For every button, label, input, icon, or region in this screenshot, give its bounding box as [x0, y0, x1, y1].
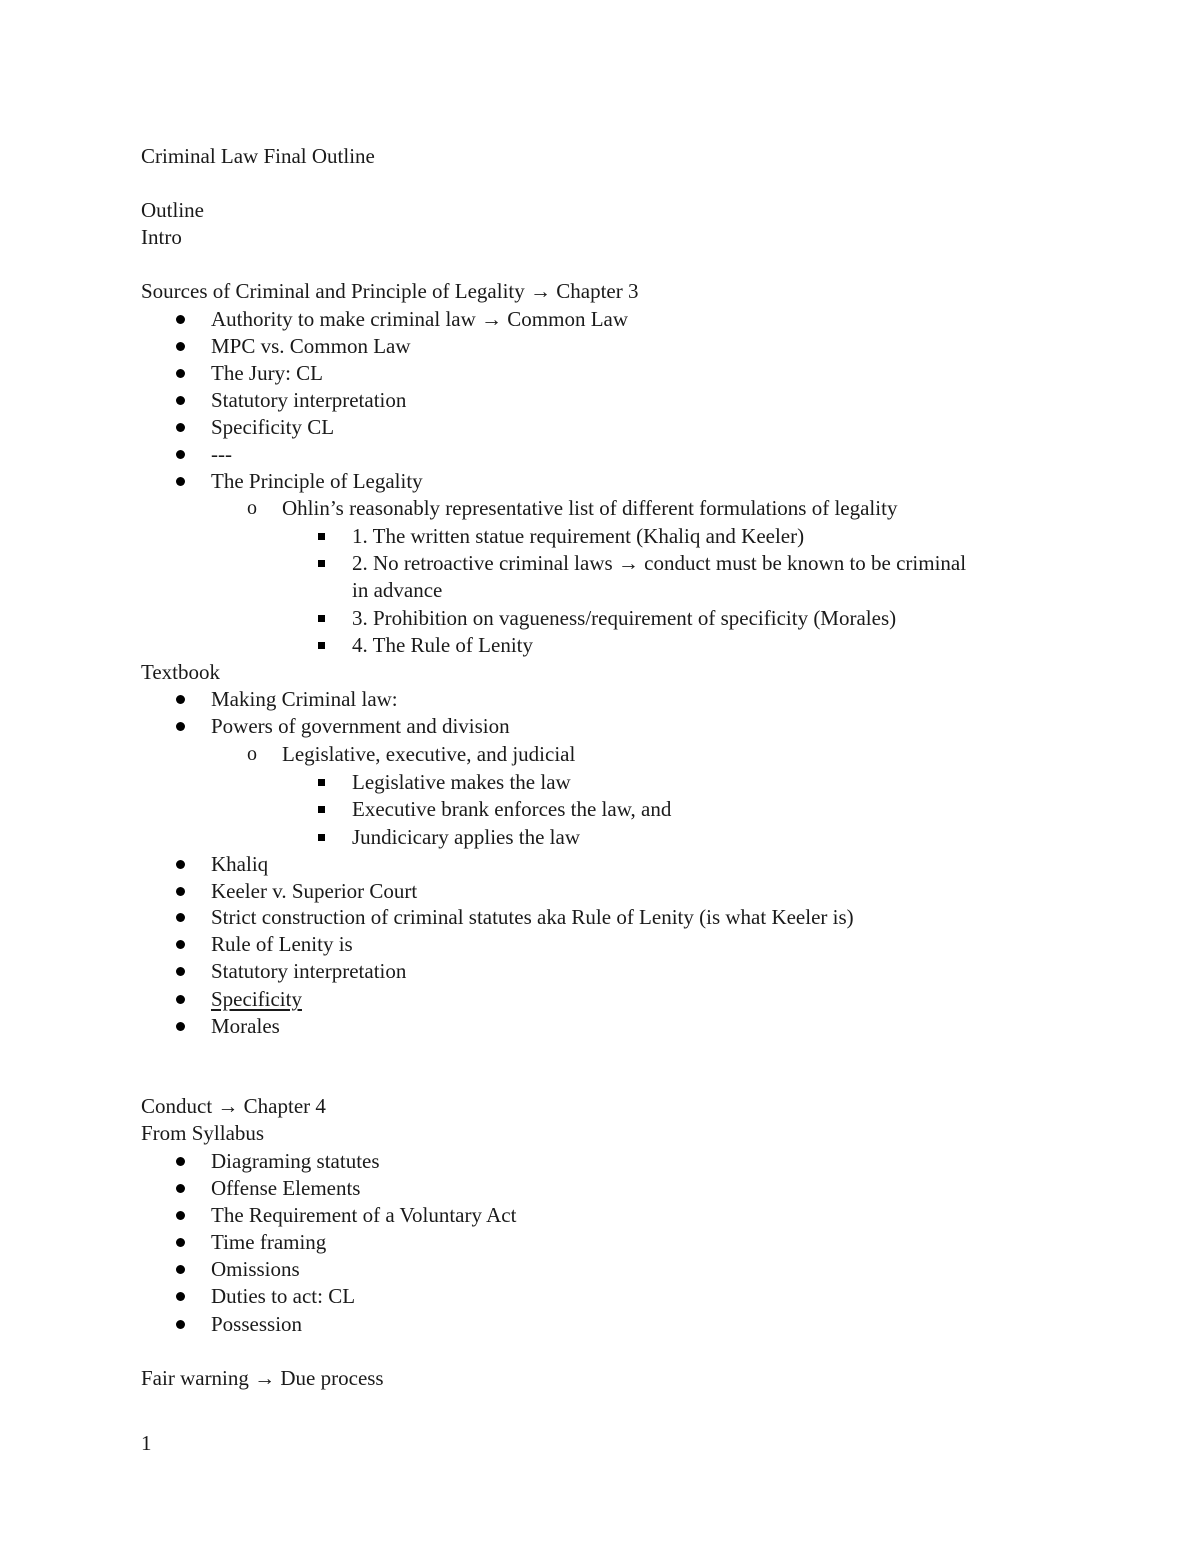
bullet-icon	[176, 851, 185, 878]
list-item: Authority to make criminal law → Common Law	[211, 307, 629, 331]
intro-heading: Intro	[141, 225, 182, 249]
bullet-icon	[176, 986, 185, 1013]
bullet-icon	[176, 414, 185, 441]
document-title: Criminal Law Final Outline	[141, 144, 375, 168]
list-item: Keeler v. Superior Court	[211, 879, 418, 903]
list-item: The Jury: CL	[211, 361, 323, 385]
bullet-icon	[176, 387, 185, 414]
sub-list-item: Legislative, executive, and judicial	[282, 742, 576, 766]
list-item: Statutory interpretation	[211, 959, 407, 983]
fair-warning-line: Fair warning → Due process	[141, 1366, 384, 1390]
list-item: ---	[211, 442, 232, 466]
page-number: 1	[141, 1431, 152, 1455]
subsub-list-item: Legislative makes the law	[352, 770, 571, 794]
subsub-list-item-continuation: in advance	[352, 578, 443, 602]
bullet-icon	[176, 333, 185, 360]
bullet-icon	[176, 1229, 185, 1256]
bullet-icon	[176, 931, 185, 958]
bullet-icon	[176, 904, 185, 931]
list-item: Rule of Lenity is	[211, 932, 353, 956]
bullet-icon	[176, 686, 185, 713]
list-item: Omissions	[211, 1257, 300, 1281]
subsub-list-item: Jundicicary applies the law	[352, 825, 581, 849]
sub-list-item: Ohlin’s reasonably representative list of different formulations of legality	[282, 496, 898, 520]
bullet-icon	[176, 878, 185, 905]
square-bullet-icon	[318, 605, 325, 632]
bullet-icon	[176, 1013, 185, 1040]
subsub-list-item: 3. Prohibition on vagueness/requirement of specificity (Morales)	[352, 606, 897, 630]
list-item: Possession	[211, 1312, 303, 1336]
bullet-icon	[176, 1311, 185, 1338]
list-item: Morales	[211, 1014, 280, 1038]
bullet-icon	[176, 468, 185, 495]
bullet-icon	[176, 1202, 185, 1229]
list-item: MPC vs. Common Law	[211, 334, 411, 358]
list-item: Khaliq	[211, 852, 269, 876]
square-bullet-icon	[318, 523, 325, 550]
textbook-heading: Textbook	[141, 660, 221, 684]
outline-heading: Outline	[141, 198, 204, 222]
list-item: Statutory interpretation	[211, 388, 407, 412]
bullet-icon	[176, 1283, 185, 1310]
list-item: Offense Elements	[211, 1176, 361, 1200]
syllabus-subheading: From Syllabus	[141, 1121, 265, 1145]
bullet-icon	[176, 1256, 185, 1283]
bullet-icon	[176, 306, 185, 333]
section-heading-conduct: Conduct → Chapter 4	[141, 1094, 326, 1118]
section-heading-legality: Sources of Criminal and Principle of Legality → Chapter 3	[141, 279, 639, 303]
list-item: The Principle of Legality	[211, 469, 423, 493]
subsub-list-item: Executive brank enforces the law, and	[352, 797, 672, 821]
list-item: Specificity CL	[211, 415, 335, 439]
list-item: Strict construction of criminal statutes aka Rule of Lenity (is what Keeler is)	[211, 905, 854, 929]
list-item: Duties to act: CL	[211, 1284, 356, 1308]
subsub-list-item: 2. No retroactive criminal laws → conduct must be known to be criminal	[352, 551, 967, 575]
list-item: Powers of government and division	[211, 714, 510, 738]
subsub-list-item: 1. The written statue requirement (Khaliq and Keeler)	[352, 524, 805, 548]
bullet-icon	[176, 958, 185, 985]
bullet-icon	[176, 713, 185, 740]
bullet-icon	[176, 441, 185, 468]
circle-bullet-icon: o	[247, 743, 257, 765]
bullet-icon	[176, 1175, 185, 1202]
circle-bullet-icon: o	[247, 497, 257, 519]
square-bullet-icon	[318, 824, 325, 851]
list-item: Time framing	[211, 1230, 327, 1254]
square-bullet-icon	[318, 550, 325, 577]
list-item: The Requirement of a Voluntary Act	[211, 1203, 517, 1227]
list-item: Making Criminal law:	[211, 687, 398, 711]
square-bullet-icon	[318, 796, 325, 823]
subsub-list-item: 4. The Rule of Lenity	[352, 633, 533, 657]
bullet-icon	[176, 1148, 185, 1175]
bullet-icon	[176, 360, 185, 387]
list-item-underlined: Specificity	[211, 987, 302, 1011]
list-item: Diagraming statutes	[211, 1149, 380, 1173]
square-bullet-icon	[318, 632, 325, 659]
square-bullet-icon	[318, 769, 325, 796]
